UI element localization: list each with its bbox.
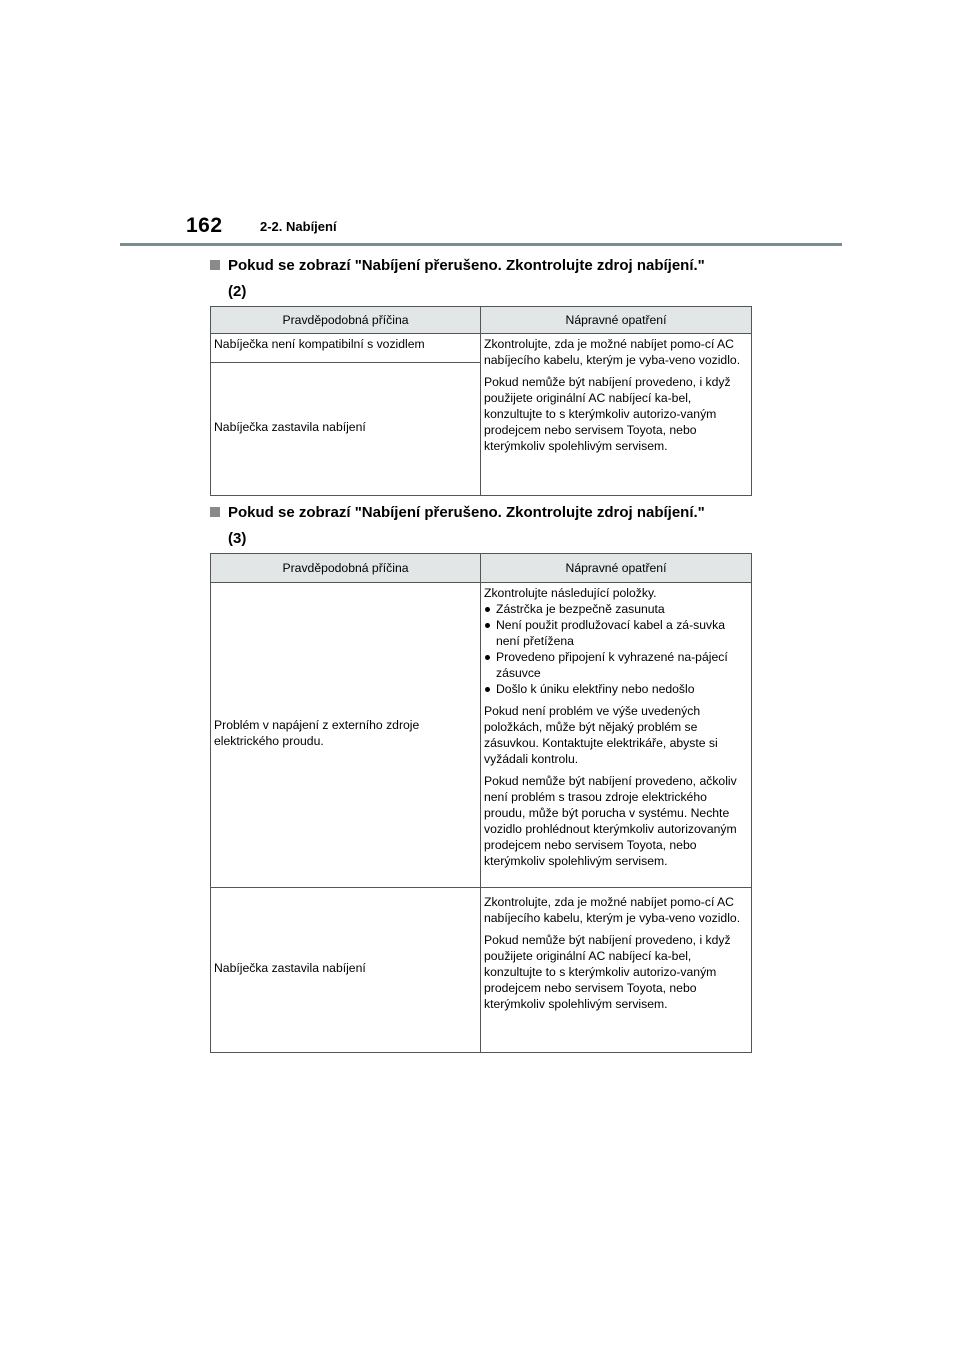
- cause-cell: Problém v napájení z externího zdroje elektrického proudu.: [211, 583, 481, 888]
- table-header-row: [211, 307, 752, 334]
- column-header-action: Nápravné opatření: [481, 554, 752, 583]
- column-header-cause: Pravděpodobná příčina: [211, 554, 481, 583]
- heading-number: (3): [228, 530, 247, 547]
- table-header-row: [211, 554, 752, 583]
- header-divider: [120, 243, 842, 246]
- cause-cell: Nabíječka zastavila nabíjení: [211, 363, 481, 496]
- column-header-action: Nápravné opatření: [481, 307, 752, 334]
- cause-table-2: [210, 306, 752, 496]
- action-paragraph: Pokud není problém ve výše uvedených položkách, může být nějaký problém se zásuvkou. Kontaktujte elektrikáře, abyste si vyžádali kontrolu.: [484, 704, 718, 766]
- cause-cell: Nabíječka zastavila nabíjení: [211, 888, 481, 1053]
- table-row: [211, 334, 752, 363]
- action-paragraph: Zkontrolujte, zda je možné nabíjet pomo-cí AC nabíjecího kabelu, kterým je vyba-veno vozidlo.: [484, 895, 741, 925]
- table-row: [211, 888, 752, 1053]
- action-paragraph: Pokud nemůže být nabíjení provedeno, i když použijete originální AC nabíjecí ka-bel, konzultujte to s kterýmkoliv autorizo-vaným prodejcem nebo servisem Toyota, nebo kterýmkoliv spolehlivým servisem.: [484, 933, 731, 1011]
- list-item: Zástrčka je bezpečně zasunuta: [484, 601, 748, 617]
- action-cell: [481, 583, 752, 888]
- heading-text: Pokud se zobrazí "Nabíjení přerušeno. Zkontrolujte zdroj nabíjení.": [228, 504, 705, 521]
- action-paragraph: Pokud nemůže být nabíjení provedeno, i když použijete originální AC nabíjecí ka-bel, konzultujte to s kterýmkoliv autorizo-vaným prodejcem nebo servisem Toyota, nebo kterýmkoliv spolehlivým servisem.: [484, 375, 731, 453]
- list-item: Došlo k úniku elektřiny nebo nedošlo: [484, 681, 748, 697]
- section-heading-2: [210, 253, 770, 305]
- chapter-title: 2-2. Nabíjení: [260, 219, 337, 234]
- action-cell: [481, 888, 752, 1053]
- table-row: [211, 583, 752, 888]
- list-item: Provedeno připojení k vyhrazené na-pájecí zásuvce: [484, 649, 748, 681]
- action-paragraph: Zkontrolujte, zda je možné nabíjet pomo-cí AC nabíjecího kabelu, kterým je vyba-veno vozidlo.: [484, 337, 741, 367]
- square-bullet-icon: [210, 260, 220, 270]
- list-item: Není použit prodlužovací kabel a zá-suvka není přetížena: [484, 617, 748, 649]
- cause-cell: Nabíječka není kompatibilní s vozidlem: [211, 334, 481, 363]
- check-list: [484, 601, 748, 697]
- action-paragraph: Pokud nemůže být nabíjení provedeno, ačkoliv není problém s trasou zdroje elektrického proudu, může být porucha v systému. Nechte vozidlo prohlédnout kterýmkoliv autorizovaným prodejcem nebo servisem Toyota, nebo kterýmkoliv spolehlivým servisem.: [484, 774, 737, 868]
- cause-table-3: [210, 553, 752, 1053]
- page-number: 162: [186, 214, 223, 237]
- section-heading-3: [210, 500, 770, 552]
- action-cell: [481, 334, 752, 496]
- column-header-cause: Pravděpodobná příčina: [211, 307, 481, 334]
- heading-text: Pokud se zobrazí "Nabíjení přerušeno. Zkontrolujte zdroj nabíjení.": [228, 257, 705, 274]
- square-bullet-icon: [210, 507, 220, 517]
- heading-number: (2): [228, 283, 247, 300]
- action-intro: Zkontrolujte následující položky.: [484, 586, 657, 600]
